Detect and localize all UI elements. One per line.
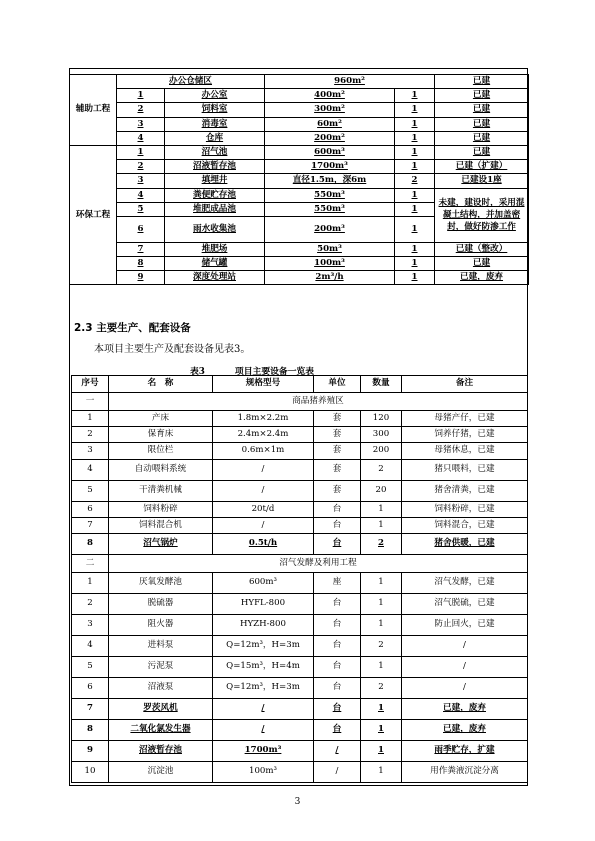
category-row [72,393,528,411]
table-row [70,103,529,117]
table-cell: 消毒室 [165,117,265,131]
table-cell: 脱硫器 [109,593,213,614]
table-cell: 5 [117,202,165,216]
table-cell: 1 [395,117,435,131]
table-cell: / [213,698,314,719]
table-row [70,117,529,131]
table-row [72,614,528,635]
table-row [72,677,528,698]
table-cell: / [213,459,314,480]
table-cell: 1 [117,89,165,103]
table-cell: 1 [361,740,402,761]
table-cell: 7 [117,242,165,256]
table-cell: Q=12m³，H=3m [213,635,314,656]
table-cell: 饲料粉碎，已建 [402,501,528,517]
table-cell: 1 [361,501,402,517]
table-row [72,698,528,719]
table-cell: 已建 [435,89,529,103]
table-cell: 饲料室 [165,103,265,117]
table-cell: 200m³ [265,216,395,242]
table-cell: 0.6m×1m [213,443,314,459]
table-cell: 母猪休息，已建 [402,443,528,459]
table-cell: 保育床 [109,427,213,443]
table-cell: 已建 [435,131,529,145]
table-cell: 8 [117,257,165,271]
table-cell: 5 [72,480,109,501]
table-cell: 6 [72,501,109,517]
table-cell: 自动喂料系统 [109,459,213,480]
table-cell: 1 [395,89,435,103]
table-cell: 300 [361,427,402,443]
table-cell: 沼气发酵，已建 [402,572,528,593]
table-cell: 堆肥场 [165,242,265,256]
table-cell: 沼气锅炉 [109,533,213,554]
table-cell: 1700m³ [213,740,314,761]
table-cell: 母猪产仔，已建 [402,411,528,427]
table-cell: 已建 [435,117,529,131]
table-cell: 堆肥成品池 [165,202,265,216]
table-cell: 1 [395,103,435,117]
table-row [70,257,529,271]
table-cell: HYFL-800 [213,593,314,614]
table-row [72,443,528,459]
table-row [72,427,528,443]
table-cell: 已建，废弃 [435,271,529,285]
table-cell: 一 [72,393,109,411]
table-cell: 座 [314,572,361,593]
table-cell: 3 [72,614,109,635]
table-cell: 10 [72,761,109,782]
table-cell: 已建（扩建） [435,160,529,174]
table-cell: 1 [395,145,435,159]
table-cell: 填埋井 [165,174,265,188]
table-row [72,411,528,427]
table-cell: 100m³ [265,257,395,271]
table-cell: Q=12m³，H=3m [213,677,314,698]
table-row [72,740,528,761]
table-cell: 沼液泵 [109,677,213,698]
table-cell: 20 [361,480,402,501]
table-cell: 400m² [265,89,395,103]
table-cell: 饲养仔猪，已建 [402,427,528,443]
table-cell: 550m³ [265,188,395,202]
table-cell: 台 [314,517,361,533]
table-cell: 已建 [435,103,529,117]
table-cell: 产床 [109,411,213,427]
table-row [72,635,528,656]
table-cell: 1 [395,216,435,242]
table-row [70,89,529,103]
table-cell: 套 [314,480,361,501]
table-cell: 4 [117,188,165,202]
table-cell: 4 [72,635,109,656]
table-title: 项目主要设备一览表 [234,367,315,377]
table-cell: 600m³ [265,145,395,159]
table-row [72,761,528,782]
table-cell: 直径1.5m，深6m [265,174,395,188]
table-cell: 550m³ [265,202,395,216]
table-cell: 9 [72,740,109,761]
table-cell: 污泥泵 [109,656,213,677]
equipment-table [71,375,528,783]
table-cell: 台 [314,533,361,554]
table-cell: 120 [361,411,402,427]
table-row [70,242,529,256]
table-row [72,656,528,677]
table-cell: 已建设1座 [435,174,529,188]
table-cell: 1 [361,719,402,740]
table-cell: 进料泵 [109,635,213,656]
table-cell: 台 [314,614,361,635]
table-cell: / [402,635,528,656]
table-cell: / [213,719,314,740]
table-cell: 仓库 [165,131,265,145]
table-cell: 3 [117,117,165,131]
table-cell: 已建，废弃 [402,719,528,740]
table-cell: 限位栏 [109,443,213,459]
section-title: 2.3 主要生产、配套设备 [74,322,191,334]
table-cell: 60m² [265,117,395,131]
table-row [70,271,529,285]
table-cell: 沼气池 [165,145,265,159]
table-cell: 1 [395,188,435,202]
table-cell: 2 [117,160,165,174]
table-cell: 1 [72,572,109,593]
table-row [72,572,528,593]
table-cell: / [314,761,361,782]
table-cell: 1 [361,698,402,719]
table-cell: 3 [117,174,165,188]
table-cell: 饲料混合，已建 [402,517,528,533]
table-row [70,160,529,174]
table-cell: 阻火器 [109,614,213,635]
table-cell: 4 [72,459,109,480]
table-cell: 5 [72,656,109,677]
table-cell: 1700m³ [265,160,395,174]
table-cell: 1 [395,202,435,216]
table-cell: 台 [314,635,361,656]
table-cell: 600m³ [213,572,314,593]
table-cell: 猪只喂料，已建 [402,459,528,480]
table-cell: 960m² [265,75,435,89]
table-cell: 已建 [435,145,529,159]
table-cell: 7 [72,698,109,719]
table-row [72,459,528,480]
table-cell: 2 [72,427,109,443]
table-cell: / [213,480,314,501]
table-cell: 7 [72,517,109,533]
table-cell: 6 [72,677,109,698]
table-cell: 1 [72,411,109,427]
table-cell: 1 [395,160,435,174]
table-cell: 雨季贮存，扩建 [402,740,528,761]
table-cell: 深度处理站 [165,271,265,285]
table-cell: 二氧化氯发生器 [109,719,213,740]
group-label-aux: 辅助工程 [70,75,117,146]
env-note: 未建，建设时，采用混凝土结构，并加盖密封，做好防渗工作 [435,188,529,242]
table-cell: / [314,740,361,761]
table-cell: 1 [361,593,402,614]
table-cell: 套 [314,411,361,427]
table-cell: 饲料粉碎 [109,501,213,517]
table-row [72,719,528,740]
table-cell: 已建 [435,75,529,89]
table-cell: 沼液暂存池 [165,160,265,174]
table-row [72,533,528,554]
table-cell: / [213,517,314,533]
table-cell: 200m² [265,131,395,145]
table-cell: 2 [361,459,402,480]
table-cell: 1 [361,517,402,533]
table-cell: 用作粪液沉淀分离 [402,761,528,782]
category-row [72,554,528,572]
table-cell: 1 [395,131,435,145]
table-cell: 1 [361,761,402,782]
table-row [70,188,529,202]
table-row [72,501,528,517]
table-cell: 台 [314,501,361,517]
table-cell: 1 [361,614,402,635]
page-number: 3 [294,797,301,807]
table-cell: 20t/d [213,501,314,517]
table-row [70,75,529,89]
table-cell: 二 [72,554,109,572]
table-cell: 6 [117,216,165,242]
table-cell: HYZH-800 [213,614,314,635]
table-cell: 已建 [435,257,529,271]
table-cell: 饲料混合机 [109,517,213,533]
table-cell: 8 [72,719,109,740]
table-cell: 300m² [265,103,395,117]
table-cell: 台 [314,719,361,740]
table-cell: 8 [72,533,109,554]
table-cell: 防止回火，已建 [402,614,528,635]
group-label-env: 环保工程 [70,145,117,285]
table-cell: 办公室 [165,89,265,103]
table-cell: 1 [395,242,435,256]
table-cell: 台 [314,677,361,698]
table-cell: Q=15m³，H=4m [213,656,314,677]
table-cell: 2 [395,174,435,188]
table-cell: 沼气脱硫，已建 [402,593,528,614]
table-cell: 100m³ [213,761,314,782]
table-cell: 套 [314,459,361,480]
table-cell: 干清粪机械 [109,480,213,501]
table-cell: 2 [361,533,402,554]
table-cell: 9 [117,271,165,285]
facilities-table [69,74,529,285]
table-cell: 沉淀池 [109,761,213,782]
table-cell: 猪舍供暖，已建 [402,533,528,554]
table-cell: 套 [314,427,361,443]
table-cell: 办公仓储区 [117,75,265,89]
table-row [70,145,529,159]
table-cell: 罗茨风机 [109,698,213,719]
table-cell: 厌氧发酵池 [109,572,213,593]
table-cell: 粪便贮存池 [165,188,265,202]
table-row [72,480,528,501]
table-cell: 4 [117,131,165,145]
table-cell: 已建，废弃 [402,698,528,719]
table-cell: 50m³ [265,242,395,256]
table-cell: 1.8m×2.2m [213,411,314,427]
table-cell: 沼液暂存池 [109,740,213,761]
table-row [70,174,529,188]
table-cell: 台 [314,593,361,614]
table-cell: 2 [361,635,402,656]
table-cell: 0.5t/h [213,533,314,554]
table-cell: 1 [395,271,435,285]
table-row [72,593,528,614]
table-cell: 商品猪养殖区 [109,393,528,411]
intro-text: 本项目主要生产及配套设备见表3。 [94,344,251,355]
table-cell: 200 [361,443,402,459]
table-cell: 2 [117,103,165,117]
table-cell: 3 [72,443,109,459]
table-cell: 雨水收集池 [165,216,265,242]
table-cell: / [402,656,528,677]
table-cell: 1 [117,145,165,159]
table-cell: 2.4m×2.4m [213,427,314,443]
table-cell: 猪舍清粪，已建 [402,480,528,501]
table-cell: 台 [314,698,361,719]
table-cell: 2 [361,677,402,698]
table-row [70,131,529,145]
table-cell: 沼气发酵及利用工程 [109,554,528,572]
table-cell: 储气罐 [165,257,265,271]
table-cell: 台 [314,656,361,677]
table-number: 表3 [190,367,205,377]
table-row [72,517,528,533]
table-cell: 已建（整改） [435,242,529,256]
table-cell: 套 [314,443,361,459]
table-cell: / [402,677,528,698]
table-header-row: 序号 名 称 规格型号 单位 数量 备注 [72,376,528,393]
table-cell: 1 [361,656,402,677]
table-cell: 2m³/h [265,271,395,285]
table-cell: 1 [395,257,435,271]
table-cell: 1 [361,572,402,593]
table-cell: 2 [72,593,109,614]
